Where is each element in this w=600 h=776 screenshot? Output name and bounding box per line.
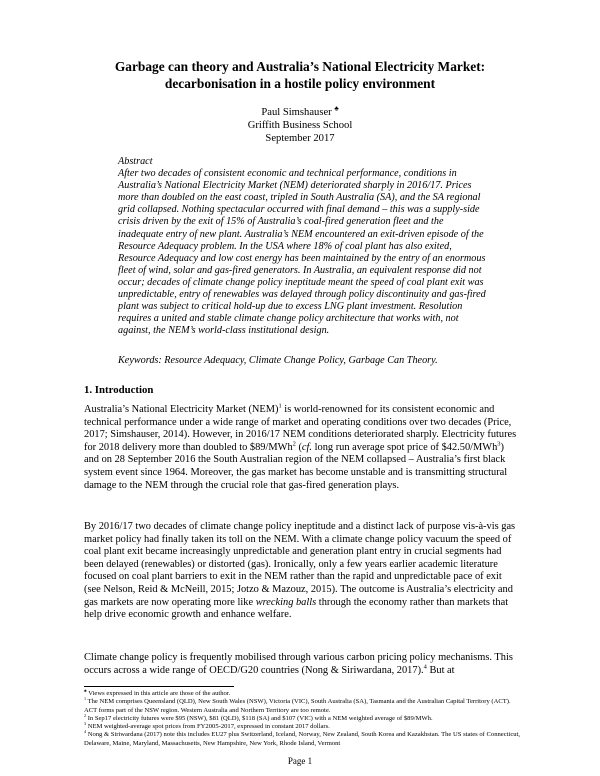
intro-paragraph-1: [84, 404, 518, 492]
footnote-text: Nong & Siriwardana (2017) note this includes EU27 plus Switzerland, Iceland, Norway, New Zealand, South Korea and Kazakhstan. The US states of Connecticut, Delaware, Maine, Maryland, Massachusetts, New Hampshire, New York, Rhode Island, Vermont: [84, 731, 521, 747]
title-line-1: Garbage can theory and Australia’s National Electricity Market:: [114, 59, 486, 74]
paper-date: September 2017: [265, 132, 335, 144]
intro-paragraph-2: [84, 521, 518, 622]
text-run: is world-renowned for its consistent economic and technical performance under a wide range of market and operating conditions over two decades (Price, 2017; Simshauser, 2014). However, in 2016/17 NEM conditions deteriorated sharply. Electricity futures for 2018 delivery more than doubled to $89/MWh: [84, 404, 517, 453]
footnote-mark: 1: [84, 696, 87, 702]
text-run: Climate change policy is frequently mobilised through various carbon pricing policy mechanisms. This occurs across a wide range of OECD/G20 countries (Nong & Siriwardana, 2017).: [84, 652, 513, 676]
footnote-text: NEM weighted-average spot prices from FY2005-2017, expressed in constant 2017 dollars.: [86, 723, 330, 731]
author-affiliation: Griffith Business School: [247, 119, 353, 131]
footnote-mark: 2: [84, 712, 87, 718]
text-run: But at: [426, 664, 455, 676]
footnote: [84, 731, 524, 748]
paper-title: [60, 58, 540, 92]
footnote-text: The NEM comprises Queensland (QLD), New South Wales (NSW), Victoria (VIC), South Australia (SA), Tasmania and the Australian Capital Territory (ACT). ACT forms part of the NSW region. Western Australia and Northern Territory are too remote.: [84, 698, 511, 714]
text-run: By 2016/17 two decades of climate change policy ineptitude and a distinct lack of purpose vis-à-vis gas market policy had finally taken its toll on the NEM. With a climate change policy vacuum the speed of coal plant exit became increasingly unpredictable and generation plant entry in crucial segments had been delayed (renewables) or distorted (gas). Ironically, only a few years earlier academic literature focused on coal plant barriers to exit in the NEM rather than the rapid and unpredictable pace of exit (see Nelson, Reid & McNeill, 2015; Jotzo & Mazouz, 2015). The outcome is Australia’s electricity and gas markets are now operating more like: [84, 521, 516, 608]
author-name: Paul Simshauser: [261, 107, 332, 118]
footnote-mark: ♣: [84, 687, 87, 693]
footnote-text: Views expressed in this article are those of the author.: [86, 690, 231, 697]
author-footnote-mark: ♣: [334, 105, 339, 113]
footnote-ref-3[interactable]: 3: [497, 440, 501, 448]
text-run: ) and on 28 September 2016 the South Australian region of the NEM collapsed – Australia’s first black system event since 1964. Moreover, the gas market has become unstable and is transmitting structural damage to the NEM through the crucial role that gas-fired generation plays.: [84, 441, 508, 491]
text-run-italic: wrecking balls: [255, 596, 317, 608]
footnote-divider: [84, 686, 234, 687]
author-block: [60, 107, 540, 145]
footnote-ref-4[interactable]: 4: [423, 663, 427, 671]
section-heading-introduction: 1. Introduction: [84, 384, 154, 396]
footnote: [84, 698, 524, 715]
intro-paragraph-3: [84, 652, 518, 677]
keywords: Keywords: Resource Adequacy, Climate Change Policy, Garbage Can Theory.: [118, 355, 438, 366]
footnote: [84, 712, 524, 723]
title-line-2: decarbonisation in a hostile policy environment: [164, 76, 436, 91]
text-run: (: [295, 441, 302, 453]
text-run: long run average spot price of $42.50/MWh: [312, 441, 498, 453]
footnote-mark: 4: [84, 729, 87, 735]
footnote-mark: 3: [84, 721, 87, 726]
footnotes: [84, 687, 524, 748]
abstract-heading: Abstract: [118, 156, 153, 167]
footnote-ref-2[interactable]: 2: [292, 440, 296, 448]
text-run-italic: cf.: [301, 441, 313, 453]
text-run: Australia’s National Electricity Market (NEM): [84, 404, 279, 415]
author-line: [60, 107, 540, 120]
page-number: Page 1: [287, 756, 313, 766]
abstract: [118, 156, 490, 337]
abstract-text: After two decades of consistent economic and technical performance, conditions in Australia’s National Electricity Market (NEM) deteriorated sharply in 2016/17. Prices more than doubled on the east coast, tripled in South Australia (SA), and the SA regional grid collapsed. Nothing spectacular occurred with final demand – this was a supply-side crisis driven by the exit of 15% of Australia’s coal-fired generation fleet and the inadequate entry of new plant. Australia’s NEM encountered an exit-driven episode of the Resource Adequacy problem. In the USA where 18% of coal plant has also exited, Resource Adequacy and low cost energy has been maintained by the entry of an enormous fleet of wind, solar and gas-fired generators. In Australia, an equivalent response did not occur; decades of climate change policy ineptitude meant the speed of coal plant exit was unpredictable, entry of renewables was delayed through policy discontinuity and gas-fired plant was subject to critical hold-up due to excess LNG plant investment. Resolution requires a united and stable climate change policy architecture that works with, not against, the NEM’s world-class institutional design.: [118, 168, 486, 337]
footnote-ref-1[interactable]: 1: [278, 402, 282, 410]
text-run: through the economy rather than markets that help drive economic growth and enhance welfare.: [84, 596, 509, 621]
footnote-text: In Sep17 electricity futures were $95 (NSW), $81 (QLD), $118 (SA) and $107 (VIC) with a NEM weighted average of $89/MWh.: [86, 714, 433, 722]
